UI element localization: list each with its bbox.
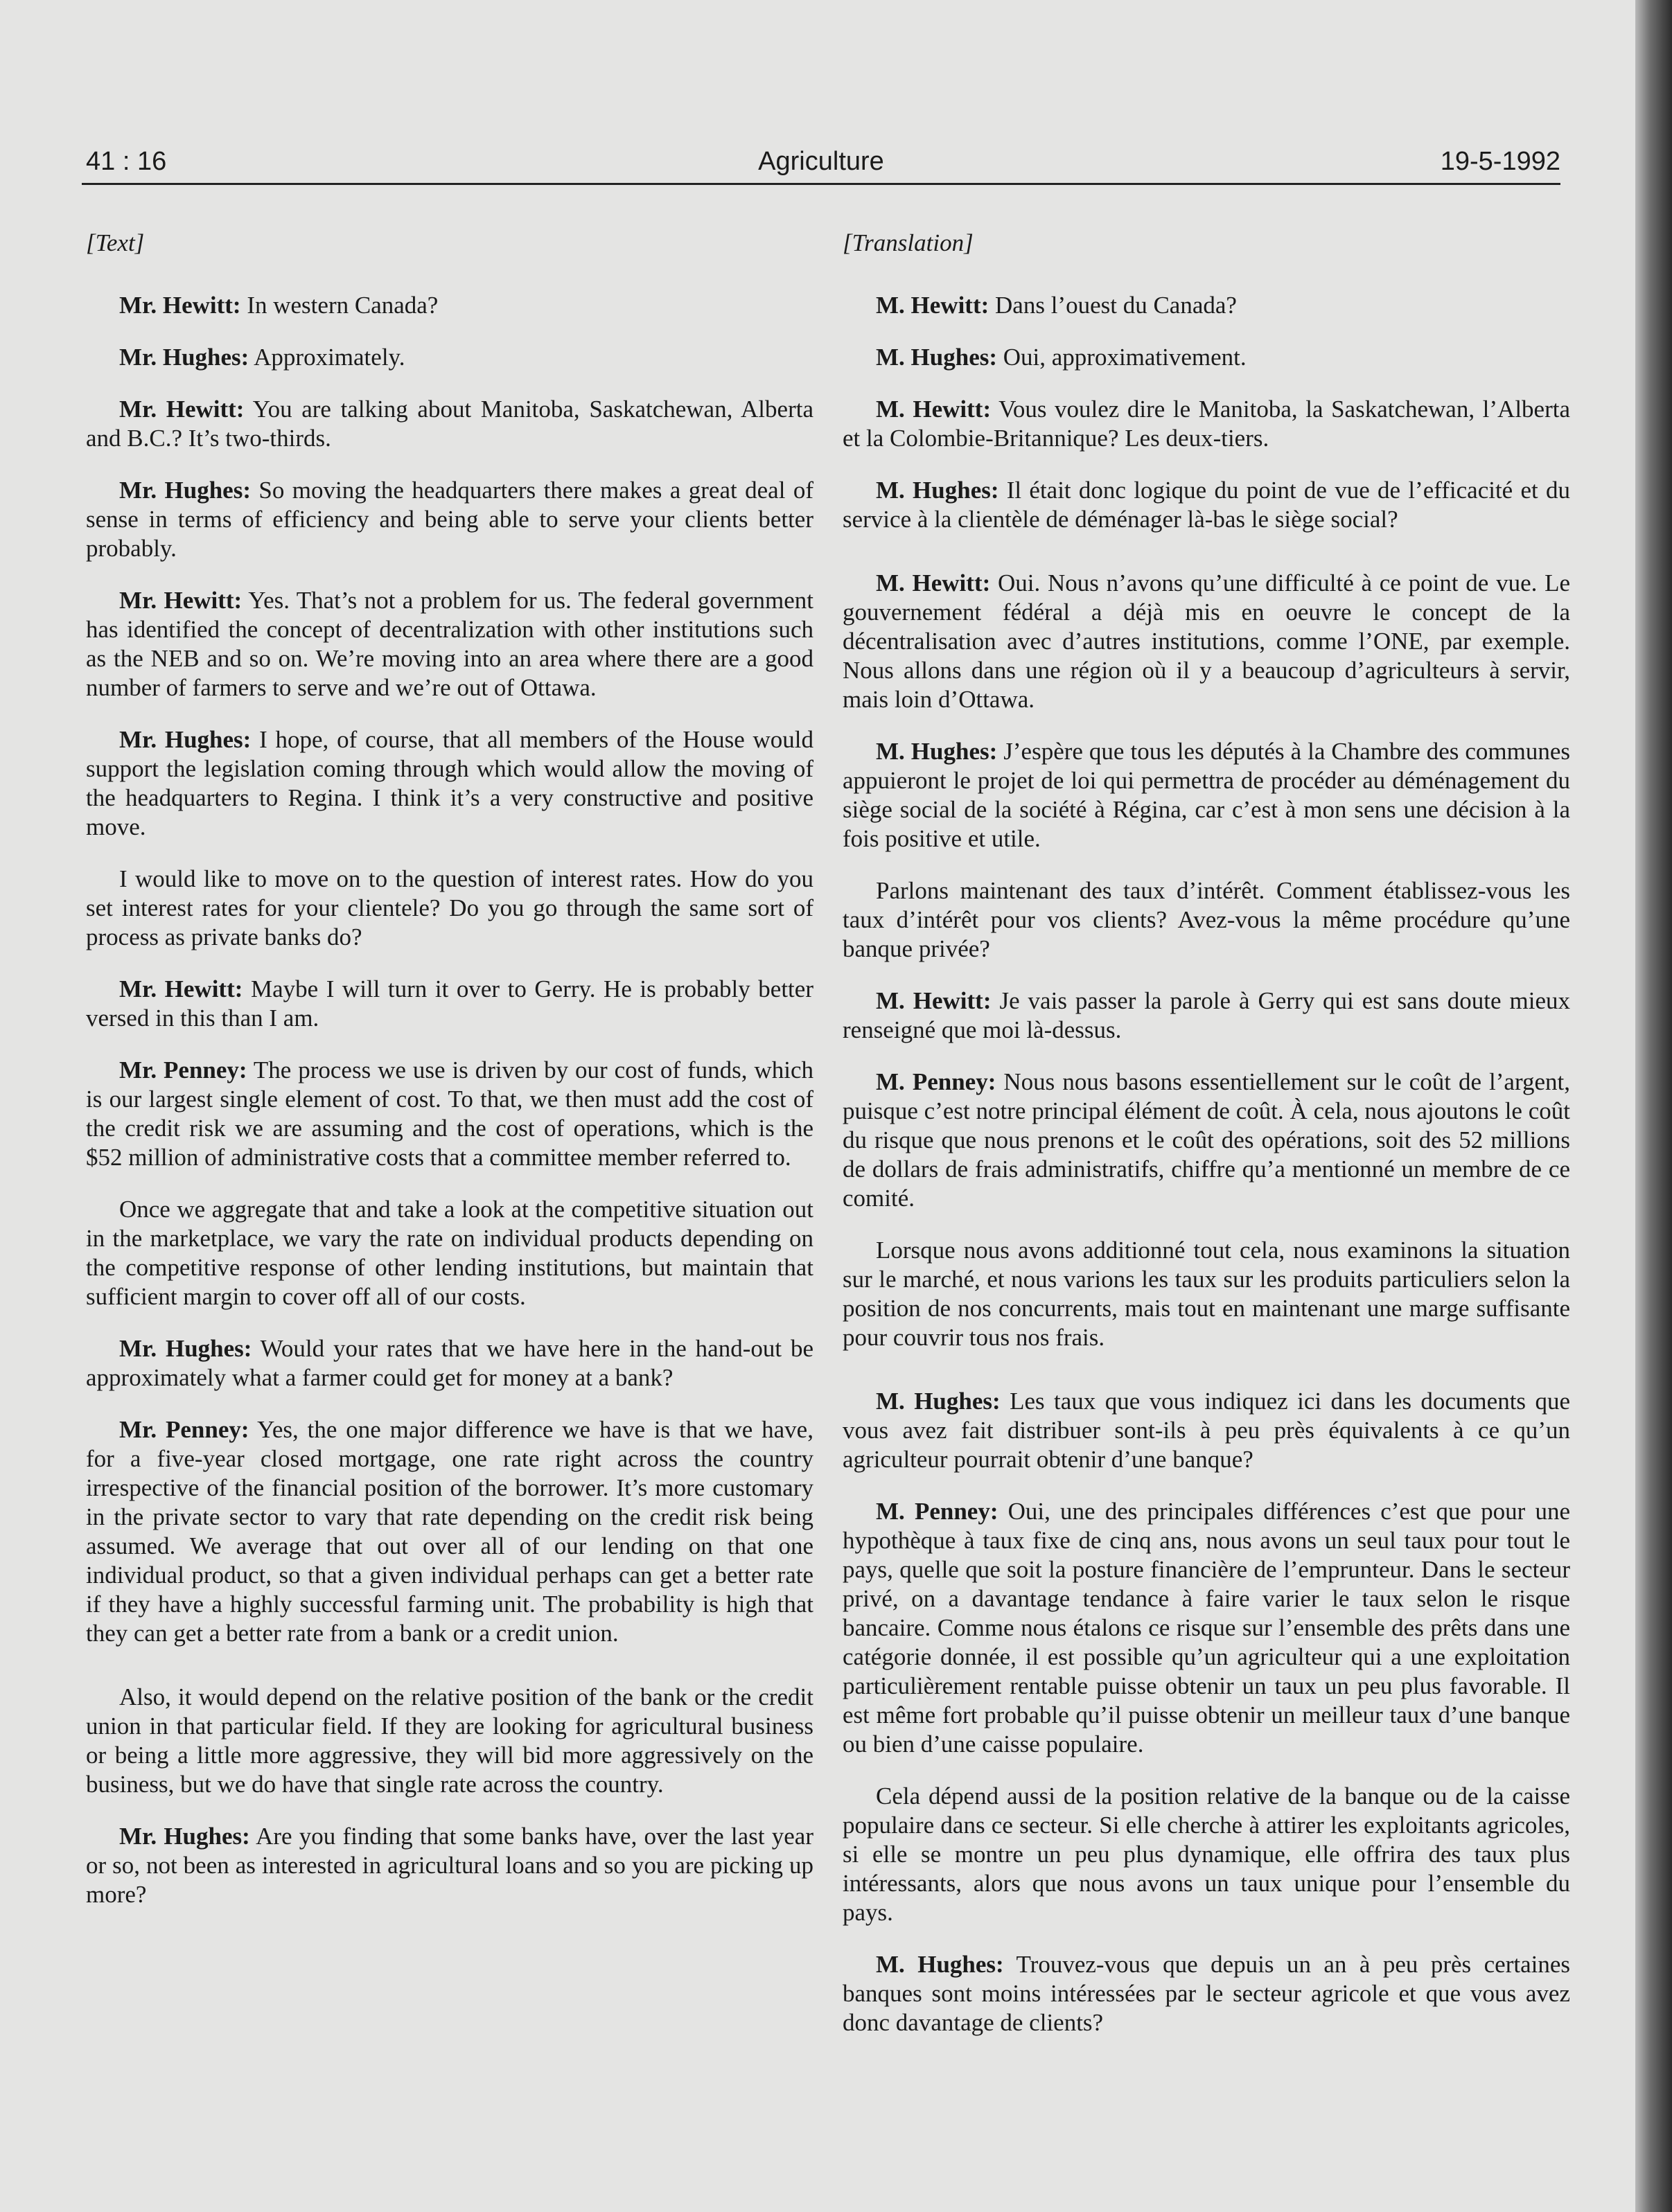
- page-title: Agriculture: [758, 147, 884, 176]
- speech-text: Yes. That’s not a problem for us. The federal government has identified the concept of decentralization with other institutions such as the NEB and so on. We’re moving into an area where there are a good number of farmers to serve and we’re out of Ottawa.: [86, 587, 813, 701]
- speaker-name: Mr. Hughes:: [119, 477, 251, 504]
- transcript-paragraph: [843, 1950, 1570, 2037]
- transcript-paragraph: [843, 291, 1570, 320]
- speaker-name: Mr. Hewitt:: [119, 975, 243, 1002]
- speaker-name: M. Hewitt:: [876, 396, 992, 423]
- speech-text: Approximately.: [249, 344, 405, 371]
- transcript-paragraph: [843, 476, 1570, 534]
- transcript-paragraph: [843, 1236, 1570, 1352]
- speaker-name: Mr. Penney:: [119, 1416, 249, 1443]
- transcript-paragraph: [843, 876, 1570, 964]
- french-column: [843, 229, 1570, 2060]
- transcript-paragraph: [86, 343, 813, 372]
- transcript-paragraph: [86, 395, 813, 453]
- speaker-name: Mr. Penney:: [119, 1056, 247, 1083]
- speaker-name: Mr. Hewitt:: [119, 292, 241, 319]
- speech-text: Je vais passer la parole à Gerry qui est sans doute mieux renseigné que moi là-dessus.: [843, 987, 1570, 1043]
- speaker-name: M. Hughes:: [876, 1388, 1001, 1415]
- speech-text: Are you finding that some banks have, over the last year or so, not been as interested in agricultural loans and so you are picking up more?: [86, 1823, 813, 1908]
- speech-text: Maybe I will turn it over to Gerry. He is probably better versed in this than I am.: [86, 975, 813, 1032]
- speaker-name: Mr. Hewitt:: [119, 587, 243, 614]
- transcript-paragraph: [843, 1387, 1570, 1474]
- speech-text: Cela dépend aussi de la position relative de la banque ou de la caisse populaire dans ce secteur. Si elle cherche à attirer les exploitants agricoles, si elle se montre un peu plus dynamique, elle offrira des taux plus intéressants, alors que nous avons un taux unique pour l’ensemble du pays.: [843, 1782, 1570, 1926]
- transcript-paragraph: [843, 395, 1570, 453]
- transcript-paragraph: [843, 1068, 1570, 1213]
- transcript-paragraph: [86, 725, 813, 842]
- transcript-paragraph: [86, 1415, 813, 1648]
- transcript-paragraph: [843, 1497, 1570, 1759]
- transcript-paragraph: [86, 476, 813, 563]
- speech-text: Il était donc logique du point de vue de l’efficacité et du service à la clientèle de déménager là-bas le siège social?: [843, 477, 1570, 533]
- speech-text: Oui, approximativement.: [997, 344, 1247, 371]
- speech-text: Vous voulez dire le Manitoba, la Saskatchewan, l’Alberta et la Colombie-Britannique? Les deux-tiers.: [843, 396, 1571, 452]
- speech-text: Oui, une des principales différences c’est que pour une hypothèque à taux fixe de cinq ans, nous avons un seul taux pour tout le pays, quelle que soit la posture financière de l’emprunteur. Dans le secteur privé, on a davantage tendance à faire varier le taux selon le risque bancaire. Comme nous étalons ce risque sur l’ensemble des prêts dans une catégorie donnée, il est possible qu’un agriculteur qui a une exploitation particulièrement rentable puisse obtenir un taux un peu plus favorable. Il est même fort probable qu’il puisse obtenir un meilleur taux d’une banque ou bien d’une caisse populaire.: [843, 1498, 1570, 1758]
- speaker-name: M. Hughes:: [876, 344, 997, 371]
- speech-text: Parlons maintenant des taux d’intérêt. Comment établissez-vous les taux d’intérêt pour vos clients? Avez-vous la même procédure qu’une banque privée?: [843, 877, 1570, 962]
- transcript-paragraph: [86, 1822, 813, 1909]
- speech-text: Also, it would depend on the relative position of the bank or the credit union in that particular field. If they are looking for agricultural business or being a little more aggressive, they will bid more aggressively on the business, but we do have that single rate across the country.: [86, 1683, 813, 1798]
- speech-text: Once we aggregate that and take a look at the competitive situation out in the marketplace, we vary the rate on individual products depending on the competitive response of other lending institutions, but maintain that sufficient margin to cover off all of our costs.: [86, 1196, 813, 1310]
- speech-text: The process we use is driven by our cost of funds, which is our largest single element of cost. To that, we then must add the cost of the credit risk we are assuming and the cost of operations, which is the $52 million of administrative costs that a committee member referred to.: [86, 1056, 813, 1171]
- transcript-paragraph: [86, 975, 813, 1033]
- column-label: [Text]: [86, 229, 145, 256]
- transcript-paragraph: [843, 343, 1570, 372]
- speaker-name: Mr. Hughes:: [119, 1335, 252, 1362]
- speaker-name: M. Hughes:: [876, 477, 999, 504]
- speech-text: Oui. Nous n’avons qu’une difficulté à ce point de vue. Le gouvernement fédéral a déjà mis en oeuvre le concept de la décentralisation avec d’autres institutions, comme l’ONE, par exemple. Nous allons dans une région où il y a beaucoup d’agriculteurs à servir, mais loin d’Ottawa.: [843, 569, 1571, 713]
- transcript-paragraph: [843, 986, 1570, 1045]
- speech-text: So moving the headquarters there makes a great deal of sense in terms of efficiency and being able to serve your clients better probably.: [86, 477, 813, 562]
- speech-text: I would like to move on to the question of interest rates. How do you set interest rates for your clientele? Do you go through the same sort of process as private banks do?: [86, 865, 813, 950]
- speech-text: I hope, of course, that all members of the House would support the legislation coming through which would allow the moving of the headquarters to Regina. I think it’s a very constructive and positive move.: [86, 726, 814, 840]
- speaker-name: M. Penney:: [876, 1498, 998, 1525]
- column-label: [Translation]: [843, 229, 974, 256]
- transcript-paragraph: [86, 1195, 813, 1311]
- page-date: 19-5-1992: [1440, 147, 1560, 176]
- speaker-name: M. Hewitt:: [876, 569, 991, 596]
- header-rule: [82, 183, 1560, 185]
- speaker-name: Mr. Hughes:: [119, 344, 249, 371]
- transcript-paragraph: [843, 569, 1570, 714]
- speaker-name: M. Penney:: [876, 1068, 996, 1095]
- speech-text: Would your rates that we have here in the hand-out be approximately what a farmer could get for money at a bank?: [86, 1335, 813, 1391]
- speaker-name: Mr. Hughes:: [119, 726, 252, 753]
- speech-text: Dans l’ouest du Canada?: [989, 292, 1237, 319]
- speech-text: Nous nous basons essentiellement sur le coût de l’argent, puisque c’est notre principal élément de coût. À cela, nous ajoutons le coût du risque que nous prenons et le coût des opérations, soit des 52 millions de dollars de frais administratifs, chiffre qu’a mentionné un membre de ce comité.: [843, 1068, 1570, 1212]
- speech-text: Les taux que vous indiquez ici dans les documents que vous avez fait distribuer sont-ils à peu près équivalents à ce qu’un agriculteur pourrait obtenir d’une banque?: [843, 1388, 1570, 1473]
- speech-text: Yes, the one major difference we have is that we have, for a five-year closed mortgage, one rate right across the country irrespective of the financial position of the borrower. It’s more customary in the private sector to vary that rate depending on the credit risk being assumed. We average that out over all of our lending on that one individual product, so that a given individual perhaps can get a better rate if they have a highly successful farming unit. The probability is high that they can get a better rate from a bank or a credit union.: [86, 1416, 813, 1647]
- transcript-paragraph: [86, 1056, 813, 1172]
- english-column: [86, 229, 813, 1932]
- transcript-paragraph: [86, 291, 813, 320]
- transcript-paragraph: [86, 1683, 813, 1799]
- page-header: [82, 147, 1560, 183]
- transcript-paragraph: [843, 737, 1570, 853]
- transcript-paragraph: [843, 1782, 1570, 1927]
- speech-text: You are talking about Manitoba, Saskatchewan, Alberta and B.C.? It’s two-thirds.: [86, 396, 813, 452]
- speech-text: Trouvez-vous que depuis un an à peu près certaines banques sont moins intéressées par le secteur agricole et que vous avez donc davantage de clients?: [843, 1951, 1570, 2036]
- speaker-name: Mr. Hughes:: [119, 1823, 250, 1850]
- page-reference: 41 : 16: [86, 147, 167, 176]
- speaker-name: M. Hewitt:: [876, 292, 989, 319]
- speaker-name: M. Hughes:: [876, 1951, 1004, 1978]
- speaker-name: M. Hughes:: [876, 738, 998, 765]
- speaker-name: Mr. Hewitt:: [119, 396, 245, 423]
- speech-text: J’espère que tous les députés à la Chambre des communes appuieront le projet de loi qui permettra de procéder au déménagement du siège social de la société à Régina, car c’est à mon sens une décision à la fois positive et utile.: [843, 738, 1571, 852]
- transcript-paragraph: [86, 586, 813, 702]
- speaker-name: M. Hewitt:: [876, 987, 992, 1014]
- speech-text: In western Canada?: [240, 292, 439, 319]
- transcript-paragraph: [86, 865, 813, 952]
- speech-text: Lorsque nous avons additionné tout cela, nous examinons la situation sur le marché, et nous varions les taux sur les produits particuliers selon la position de nos concurrents, mais tout en maintenant une marge suffisante pour couvrir tous nos frais.: [843, 1237, 1570, 1351]
- page-edge-shadow: [1635, 0, 1672, 2212]
- transcript-paragraph: [86, 1334, 813, 1392]
